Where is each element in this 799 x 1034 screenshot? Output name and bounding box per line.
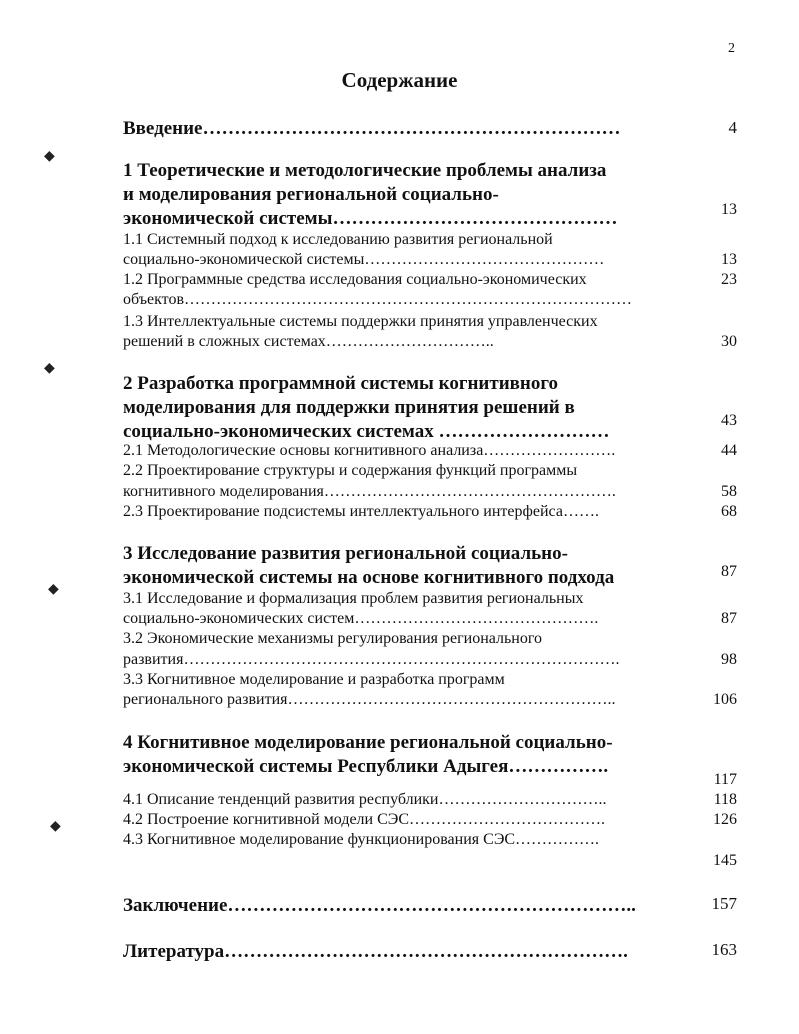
toc-2-3[interactable]: 2.3 Проектирование подсистемы интеллектуального интерфейса……. — [123, 503, 599, 520]
toc-2-2-line1[interactable]: 2.2 Проектирование структуры и содержания функций программы — [123, 462, 578, 479]
toc-2-3-page: 68 — [721, 503, 737, 520]
toc-ch2-page: 43 — [721, 412, 737, 429]
toc-ch1-line2[interactable]: и моделирования региональной социально- — [123, 184, 499, 205]
toc-1-3-line2[interactable]: решений в сложных системах………………………….. — [123, 333, 494, 350]
scan-mark-icon: ◆ — [44, 361, 55, 376]
toc-ch1-line1[interactable]: 1 Теоретические и методологические проблемы анализа — [123, 160, 607, 181]
toc-3-1-line2[interactable]: социально-экономических систем………………………………………. — [123, 610, 599, 627]
toc-1-3-line1[interactable]: 1.3 Интеллектуальные системы поддержки принятия управленческих — [123, 313, 598, 330]
toc-3-2-line2[interactable]: развития………………………………………………………………………. — [123, 651, 620, 668]
toc-ch4-page: 117 — [713, 771, 737, 788]
toc-ch4-line2[interactable]: экономической системы Республики Адыгея……………. — [123, 756, 609, 777]
toc-4-1-page: 118 — [713, 791, 737, 808]
toc-conclusion-label[interactable]: Заключение……………………………………………………….. — [123, 895, 636, 916]
toc-ch1-line3[interactable]: экономической системы……………………………………… — [123, 208, 618, 229]
toc-4-1[interactable]: 4.1 Описание тенденций развития республики………………………….. — [123, 791, 607, 808]
toc-2-2-page: 58 — [721, 483, 737, 500]
toc-1-1-page: 13 — [721, 251, 737, 268]
toc-literature-page: 163 — [711, 940, 737, 959]
toc-3-1-line1[interactable]: 3.1 Исследование и формализация проблем развития региональных — [123, 590, 584, 607]
toc-1-3-page: 30 — [721, 333, 737, 350]
page-number: 2 — [728, 41, 735, 56]
toc-3-2-page: 98 — [721, 651, 737, 668]
toc-literature-label[interactable]: Литература………………………………………………………. — [123, 941, 628, 962]
toc-3-2-line1[interactable]: 3.2 Экономические механизмы регулирования регионального — [123, 630, 543, 647]
toc-ch3-line1[interactable]: 3 Исследование развития региональной социально- — [123, 543, 568, 564]
toc-ch2-line1[interactable]: 2 Разработка программной системы когнитивного — [123, 373, 559, 394]
toc-3-3-line1[interactable]: 3.3 Когнитивное моделирование и разработка программ — [123, 671, 505, 688]
toc-ch2-line2[interactable]: моделирования для поддержки принятия решений в — [123, 397, 575, 418]
toc-4-2[interactable]: 4.2 Построение когнитивной модели СЭС………………………………. — [123, 811, 606, 828]
toc-2-1[interactable]: 2.1 Методологические основы когнитивного анализа……………………. — [123, 442, 616, 459]
scan-mark-icon: ◆ — [44, 149, 55, 164]
toc-conclusion-page: 157 — [711, 894, 737, 913]
toc-ch3-page: 87 — [721, 563, 737, 580]
toc-4-3[interactable]: 4.3 Когнитивное моделирование функционирования СЭС……………. — [123, 831, 600, 848]
toc-ch4-line1[interactable]: 4 Когнитивное моделирование региональной социально- — [123, 732, 613, 753]
toc-2-2-line2[interactable]: когнитивного моделирования………………………………………………. — [123, 483, 616, 500]
toc-4-2-page: 126 — [713, 811, 737, 828]
toc-1-2-page: 23 — [721, 271, 737, 288]
toc-intro-page: 4 — [728, 118, 737, 137]
toc-1-2-line1[interactable]: 1.2 Программные средства исследования социально-экономических — [123, 271, 587, 288]
toc-intro-label[interactable]: Введение………………………………………………………… — [123, 118, 621, 139]
toc-3-1-page: 87 — [721, 610, 737, 627]
toc-2-1-page: 44 — [721, 442, 737, 459]
toc-ch3-line2[interactable]: экономической системы на основе когнитивного подхода — [123, 567, 615, 588]
toc-1-1-line2[interactable]: социально-экономической системы……………………………………… — [123, 251, 605, 268]
toc-1-2-line2[interactable]: объектов………………………………………………………………………… — [123, 291, 633, 308]
toc-3-3-line2[interactable]: регионального развития…………………………………………………….. — [123, 691, 616, 708]
page-title: Содержание — [341, 68, 458, 92]
scan-mark-icon: ◆ — [50, 819, 61, 834]
toc-ch1-page: 13 — [721, 201, 737, 218]
scan-mark-icon: ◆ — [48, 582, 59, 597]
toc-ch2-line3[interactable]: социально-экономических системах ……………………… — [123, 421, 610, 442]
toc-3-3-page: 106 — [713, 691, 737, 708]
toc-1-1-line1[interactable]: 1.1 Системный подход к исследованию развития региональной — [123, 231, 553, 248]
toc-4-3-page: 145 — [713, 852, 737, 869]
